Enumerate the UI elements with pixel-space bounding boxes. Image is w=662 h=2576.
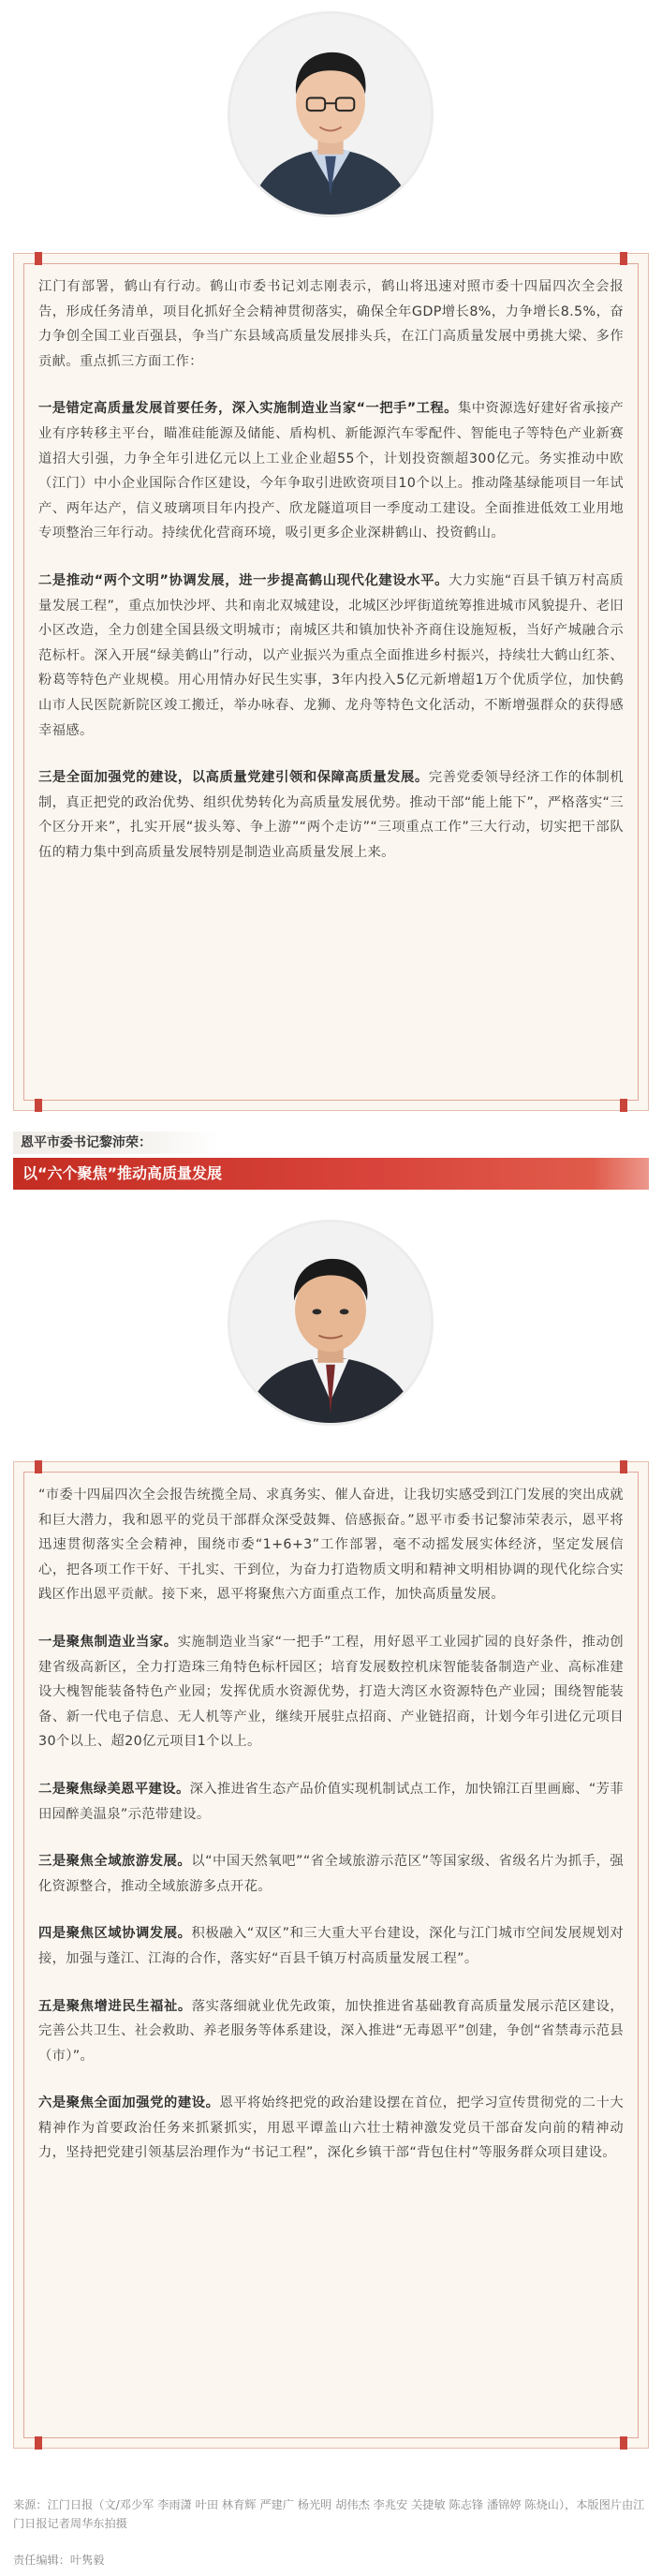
card-corner-decoration bbox=[35, 2436, 42, 2450]
card-corner-decoration bbox=[35, 252, 42, 265]
point-body: 恩平将始终把党的政治建设摆在首位，把学习宣传贯彻党的二十大精神作为首要政治任务来抓紧抓实，用恩平谭盖山六壮士精神激发党员干部奋发向前的精神动力，坚持把党建引领基层治理作为“书记工程”，深化乡镇干部“背包住村”等服务群众项目建设。 bbox=[38, 2095, 624, 2161]
point-lead: 五是聚焦增进民生福祉。 bbox=[38, 1998, 192, 2014]
editor-credit: 责任编辑：叶隽毅 bbox=[13, 2554, 105, 2567]
point-paragraph bbox=[38, 1849, 624, 1899]
point-body: 积极融入“双区”和三大重大平台建设，深化与江门城市空间发展规划对接，加强与蓬江、江海的合作，落实好“百县千镇万村高质量发展工程”。 bbox=[38, 1926, 624, 1966]
intro-paragraph: 江门有部署，鹤山有行动。鹤山市委书记刘志刚表示，鹤山将迅速对照市委十四届四次全会报告，形成任务清单，项目化抓好全会精神贯彻落实，确保全年GDP增长8%，力争增长8.5%，奋力争创全国工业百强县，争当广东县域高质量发展排头兵，在江门高质量发展中勇挑大梁、多作贡献。重点抓三方面工作： bbox=[38, 279, 624, 369]
card-content bbox=[38, 274, 624, 887]
card-content bbox=[38, 1483, 624, 2188]
point-lead: 四是聚焦区域协调发展。 bbox=[38, 1926, 192, 1942]
point-lead: 三是全面加强党的建设，以高质量党建引领和保障高质量发展。 bbox=[38, 770, 429, 786]
point-paragraph bbox=[38, 1630, 624, 1754]
card-corner-decoration bbox=[620, 252, 627, 265]
man-portrait-icon bbox=[230, 1222, 431, 1423]
man-portrait-icon bbox=[230, 14, 431, 215]
point-lead: 二是推动“两个文明”协调发展，进一步提高鹤山现代化建设水平。 bbox=[38, 572, 449, 588]
point-body: 深入推进省生态产品价值实现机制试点工作，加快锦江百里画廊、“芳菲田园醉美温泉”示范带建设。 bbox=[38, 1781, 624, 1822]
intro-paragraph: “市委十四届四次全会报告统揽全局、求真务实、催人奋进，让我切实感受到江门发展的突出成就和巨大潜力，我和恩平的党员干部群众深受鼓舞、倍感振奋。”恩平市委书记黎沛荣表示，恩平将迅速贯彻落实全会精神，围绕市委“1+6+3”工作部署，毫不动摇发展实体经济，坚定发展信心，把各项工作干好、干扎实、干到位，为奋力打造物质文明和精神文明相协调的现代化综合实践区作出恩平贡献。接下来，恩平将聚焦六方面重点工作，加快高质量发展。 bbox=[38, 1488, 624, 1603]
point-body: 以“中国天然氧吧”“省全域旅游示范区”等国家级、省级名片为抓手，强化资源整合，推动全域旅游多点开花。 bbox=[38, 1854, 624, 1894]
point-body: 大力实施“百县千镇万村高质量发展工程”，重点加快沙坪、共和南北双城建设，北城区沙坪街道统筹推进城市风貌提升、老旧小区改造，全力创建全国县级文明城市；南城区共和镇加快补齐商住设施短板，当好产城融合示范标杆。深入开展“绿美鹤山”行动，以产业振兴为重点全面推进乡村振兴，持续壮大鹤山红茶、粉葛等特色产业规模。用心用情办好民生实事，3年内投入5亿元新增超1万个优质学位，加快鹤山市人民医院新院区竣工搬迁，举办咏春、龙狮、龙舟等特色文化活动，不断增强群众的获得感幸福感。 bbox=[38, 572, 624, 738]
point-body: 集中资源选好建好省承接产业有序转移主平台，瞄准硅能源及储能、盾构机、新能源汽车零配件、智能电子等特色产业新赛道招大引强，力争全年引进亿元以上工业企业超55个，计划投资额超300亿元。务实推动中欧（江门）中小企业国际合作区建设，今年争取引进欧资项目10个以上。推动隆基绿能项目一年试产、两年达产，信义玻璃项目年内投产、欣龙隧道项目一季度动工建设。全面推进低效工业用地专项整治三年行动。持续优化营商环境，吸引更多企业深耕鹤山、投资鹤山。 bbox=[38, 401, 625, 541]
article-card-enping bbox=[13, 1461, 649, 2449]
point-lead: 三是聚焦全域旅游发展。 bbox=[38, 1854, 192, 1870]
point-lead: 二是聚焦绿美恩平建设。 bbox=[38, 1781, 190, 1797]
card-corner-decoration bbox=[620, 1460, 627, 1473]
headline-stripe-decoration bbox=[593, 1158, 649, 1190]
point-paragraph bbox=[38, 2091, 624, 2166]
source-credit: 来源：江门日报（文/邓少军 李雨潇 叶田 林育辉 严建广 杨光明 胡伟杰 李兆安 关捷敏 陈志锋 潘锦婷 陈烧山），本版图片由江门日报记者周华东拍摄 bbox=[13, 2498, 645, 2530]
section-headline bbox=[13, 1158, 649, 1190]
point-paragraph bbox=[38, 765, 624, 865]
point-paragraph bbox=[38, 1921, 624, 1971]
portrait-photo-1 bbox=[228, 11, 434, 217]
point-paragraph bbox=[38, 569, 624, 743]
article-card-heshan bbox=[13, 253, 649, 1111]
point-lead: 六是聚焦全面加强党的建设。 bbox=[38, 2095, 220, 2111]
card-corner-decoration bbox=[35, 1460, 42, 1473]
point-body: 落实落细就业优先政策，加快推进省基础教育高质量发展示范区建设，完善公共卫生、社会救助、养老服务等体系建设，深入推进“无毒恩平”创建，争创“省禁毒示范县（市）”。 bbox=[38, 1998, 624, 2064]
card-corner-decoration bbox=[35, 1099, 42, 1112]
headline-text: 以“六个聚焦”推动高质量发展 bbox=[22, 1164, 223, 1182]
card-corner-decoration bbox=[620, 1099, 627, 1112]
portrait-photo-2 bbox=[228, 1220, 434, 1426]
point-paragraph bbox=[38, 1994, 624, 2069]
point-body: 完善党委领导经济工作的体制机制，真正把党的政治优势、组织优势转化为高质量发展优势。推动干部“能上能下”，严格落实“三个区分开来”，扎实开展“拔头筹、争上游”“两个走访”“三项重点工作”三大行动，切实把干部队伍的精力集中到高质量发展特别是制造业高质量发展上来。 bbox=[38, 770, 624, 860]
speaker-name-tag: 恩平市委书记黎沛荣： bbox=[13, 1132, 219, 1154]
point-lead: 一是聚焦制造业当家。 bbox=[38, 1634, 178, 1650]
point-paragraph bbox=[38, 396, 624, 546]
point-body: 实施制造业当家“一把手”工程，用好恩平工业园扩园的良好条件，推动创建省级高新区，全力打造珠三角特色标杆园区；培育发展数控机床智能装备制造产业、高标准建设大槐智能装备特色产业园；发挥优质水资源优势，打造大湾区水资源特色产业园；围绕智能装备、新一代电子信息、无人机等产业，继续开展驻点招商、产业链招商，计划今年引进亿元项目30个以上、超20亿元项目1个以上。 bbox=[38, 1634, 624, 1750]
point-lead: 一是错定高质量发展首要任务，深入实施制造业当家“一把手”工程。 bbox=[38, 401, 458, 417]
card-corner-decoration bbox=[620, 2436, 627, 2450]
point-paragraph bbox=[38, 1777, 624, 1827]
